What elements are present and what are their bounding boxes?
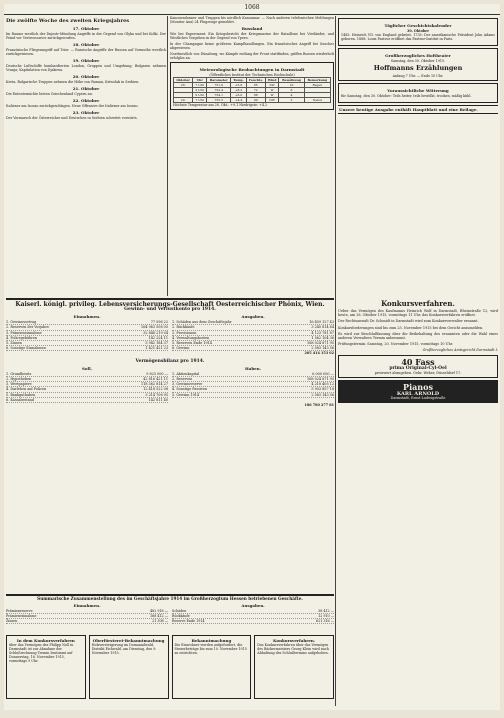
notice-text: Holzversteigerung im Domanialwald, Distrikt Eichwald, am Dienstag, den 9. November 1915. <box>91 643 157 655</box>
column-rule <box>167 16 168 296</box>
row-label: 2. Rückkäufe <box>172 325 195 330</box>
weather-header-cell: Oktober <box>174 78 193 83</box>
weather-title: Meteorologische Beobachtungen in Darmstadt <box>199 67 305 72</box>
row-amount: 142 811 40 <box>148 397 168 402</box>
weather-header-cell: Feuchte <box>246 78 265 83</box>
notices-column <box>338 298 498 698</box>
assets-list <box>6 364 168 403</box>
piano-ad-title: Pianos <box>403 382 433 393</box>
notice-title: Konkursverfahren. <box>273 638 316 643</box>
theater-times: Anfang 7 Uhr. — Ende 10 Uhr. <box>392 74 444 78</box>
notice-paragraph: Es wird zur Beschlußfassung über die Beibehaltung des ernannten oder die Wahl eines anderen Verwalters Termin anberaumt. <box>338 331 498 341</box>
news-intro: Kanonendonner und Truppen bis nördlich Kanonmar. — Nach anderen telefonischen Meldungen (Monitor Aux) 24 Flugzeuge gemeldet. <box>170 16 334 24</box>
weather-cell: 2 Uhr <box>193 88 207 93</box>
row-label: 1. Gewinnvortrag <box>6 320 37 325</box>
row-label: 1. Aktienkapital <box>172 371 200 376</box>
date-heading: 21. Oktober <box>72 86 100 91</box>
row-label: 5. Gewinn 1914 <box>172 392 200 397</box>
hessen-summary <box>6 594 334 708</box>
notice-paragraph: Der Rechtsanwalt Dr. Schmidt in Darmstadt wird zum Konkursverwalter ernannt. <box>338 319 479 324</box>
row-label: 3. Prämieneinnahme <box>6 330 42 335</box>
weather-table <box>173 77 331 103</box>
column-rule <box>335 16 336 706</box>
weather-cell: +8.2 <box>231 88 246 93</box>
row-label: 4. Verwaltungskosten <box>172 335 210 340</box>
history-calendar <box>338 18 498 46</box>
row-amount: 16 459 127 43 <box>309 320 334 325</box>
calendar-title: Täglicher Geschichtskalender <box>384 23 452 28</box>
weather-header-cell: Bewölkung <box>279 78 304 83</box>
row-amount: 1 562 104 36 <box>311 335 334 340</box>
income-title: Einnahmen. <box>73 314 101 320</box>
war-report: Französische Fliegerangriff auf Trier. — Russische Angriffe der Russen auf Vermuthe westlich zurückgewiesen. <box>6 48 166 56</box>
notice-box <box>254 635 334 699</box>
war-report: Im Raume westlich der Dnjestr-Mündung Angriffe in der Gegend von Olyka und bei Kolki. Der Feind vor Vertrossowice zurückgeworfen. <box>6 32 166 40</box>
weather-cell: 7 Uhr <box>193 83 207 88</box>
row-amount: 12 418 522 08 <box>143 387 168 392</box>
weather-cell: 2 <box>279 98 304 103</box>
row-amount: 118 362 814 27 <box>141 382 168 387</box>
row-label: 4. Policegebühren <box>6 335 38 340</box>
notice-box <box>6 635 86 699</box>
row-amount: 4 123 781 87 <box>311 330 334 335</box>
row-label: Reserve Ende 1914 <box>172 619 205 623</box>
weather-cell: 7 Uhr <box>193 98 207 103</box>
weather-cell: SW <box>265 83 279 88</box>
weather-cell: NW <box>265 98 279 103</box>
weather-cell: 751.9 <box>207 83 231 88</box>
row-amount: 21 308 — <box>152 619 168 623</box>
theater-box <box>338 48 498 81</box>
notice-box <box>172 635 252 699</box>
row-amount: 5 953 857 18 <box>311 387 334 392</box>
weather-cell: W <box>265 93 279 98</box>
row-amount: 6 000 000 — <box>312 371 334 376</box>
row-label: 2. Hypotheken <box>6 377 32 382</box>
weather-cell: 752.4 <box>207 88 231 93</box>
notice-paragraph: Prüfungstermin: Samstag, 20. November 1915, vormittags 10 Uhr. <box>338 342 453 347</box>
date-heading: 23. Oktober <box>72 110 100 115</box>
row-amount: 164 963 508 05 <box>141 325 168 330</box>
summary-expense <box>172 601 334 631</box>
row-amount: 168 024 871 95 <box>307 341 334 346</box>
news-column <box>170 16 334 296</box>
notice-paragraph: Ueber das Vermögen des Kaufmanns Heinrich Wolf in Darmstadt, Rheinstraße 12, wird heute, am 28. Oktober 1915, vormittags 11 Uhr, das Konkursverfahren eröffnet. <box>338 309 498 318</box>
summary-expense-row <box>172 619 334 624</box>
date-heading: 19. Oktober <box>72 58 100 63</box>
row-label: 1. Schäden aus dem Geschäftsjahr <box>172 320 232 325</box>
weather-cell: 755.3 <box>207 98 231 103</box>
row-label: 1. Grundbesitz <box>6 371 32 376</box>
notice-text: über das Vermögen des Philipp Noll in Darmstadt ist zur Abnahme der Schlußrechnung Termin bestimmt auf Donnerstag, 18. November 1915, vormittags 9 Uhr. <box>9 643 74 663</box>
page-number: 1068 <box>244 4 260 11</box>
row-amount: 1 421 421 23 <box>145 346 168 351</box>
notice-title: Bekanntmachung <box>191 638 232 643</box>
piano-ad-name: KARL ARNOLD <box>396 391 440 398</box>
summary-income-title: Einnahmen. <box>73 603 101 608</box>
row-amount: 2 583 143 56 <box>311 392 334 397</box>
notice-title: Oberförsterei-Bekanntmachung <box>92 638 165 643</box>
war-report: Italiener am Isonzo zurückgeschlagen. Neue Offensive der Italiener am Isonzo. <box>6 104 139 108</box>
row-amount: 12 910 — <box>318 614 334 618</box>
row-label: 4. Sonstige Passiven <box>172 387 208 392</box>
row-label: Rückkäufe <box>172 614 190 618</box>
phoenix-total: 205 414 153 02 <box>304 351 334 356</box>
theater-title: Großherzogliches Hoftheater <box>385 53 451 58</box>
row-amount: 38 412 — <box>318 609 334 613</box>
date-heading: 22. Oktober <box>72 98 100 103</box>
news-paragraph: Wie bei Experiment: Ein Kriegsbericht der Kriegsmarine der Bataillone bei Vierländer, und Westliches Vorgehen in der Gegend von Ypern. <box>170 32 334 40</box>
expense-title: Ausgaben. <box>241 314 265 320</box>
weather-cell: 88 <box>246 93 265 98</box>
row-label: 6. Kassabestand <box>6 397 35 402</box>
row-label: 2. Reserven der Vorjahre <box>6 325 49 330</box>
row-amount: 42 816 421 11 <box>143 377 168 382</box>
war-report: Kreta. Bulgarische Truppen nehmen die Höhe von Ruman, Kriwolak in Serbien. <box>6 80 140 84</box>
notice-paragraph: Konkursforderungen sind bis zum 25. November 1915 bei dem Gericht anzumelden. <box>338 325 484 330</box>
war-report: Der Vormarsch der Österreicher und Deutschen in Serbien schreitet vorwärts. <box>6 116 138 120</box>
row-label: 3. Gewinnreserve <box>172 382 203 387</box>
weather-header-cell: Bemerkung <box>304 78 330 83</box>
phoenix-title: Kaiserl. königl. privileg. Lebensversicherungs-Gesellschaft Oesterreichischer Phönix, Wien. <box>15 301 325 308</box>
summary-expense-title: Ausgaben. <box>241 603 265 608</box>
expense-list <box>172 312 334 351</box>
income-row <box>6 346 168 351</box>
liabilities-list <box>172 364 334 403</box>
row-amount: 168 024 871 95 <box>307 377 334 382</box>
weather-cell: 72 <box>246 88 265 93</box>
notice-text: Das Konkursverfahren über das Vermögen des Bäckermeisters Georg Klein wird nach Abhaltung des Schlußtermins aufgehoben. <box>257 643 329 655</box>
date-heading: 18. Oktober <box>72 42 100 47</box>
row-label: 6. Sonstige Einnahmen <box>6 346 46 351</box>
weather-cell: Regen <box>304 83 330 88</box>
phoenix-subtitle: Gewinn- und Verlustkonto pro 1914. <box>124 307 216 312</box>
row-amount: 32 848 219 04 <box>143 330 168 335</box>
notice-text: Die Einwohner werden aufgefordert, die Steuerbeträge bis zum 10. November 1915 zu entrichten. <box>174 643 247 655</box>
row-label: Prämieneinnahme <box>6 614 37 618</box>
phoenix-statement <box>6 298 334 590</box>
weather-forecast <box>338 83 498 103</box>
row-label: Zinsen <box>6 619 18 623</box>
weather-cell: 9 Uhr <box>193 93 207 98</box>
summary-income <box>6 601 168 631</box>
income-list <box>6 312 168 351</box>
weather-header-cell: Uhr <box>193 78 207 83</box>
date-heading: 17. Oktober <box>72 26 100 31</box>
piano-advert <box>338 380 498 403</box>
row-label: 5. Reserven Ende 1914 <box>172 341 212 346</box>
theater-date: Samstag, den 30. Oktober 1915. <box>390 59 446 63</box>
weather-cell: 10 <box>279 83 304 88</box>
page-header <box>4 4 500 15</box>
assets-title: Soll. <box>82 365 92 371</box>
row-label: 2. Reserven <box>172 377 193 382</box>
weather-header-cell: Barometer <box>207 78 231 83</box>
forecast-title: Voraussichtliche Witterung <box>387 88 449 93</box>
news-paragraph: In der Champagne keine größeren Kampfhandlungen. Ein französischer Angriff bei Souchez abgewiesen. <box>170 42 334 50</box>
row-amount: 2 583 143 56 <box>311 346 334 351</box>
war-week-title: Die zwölfte Woche des zweiten Kriegsjahres <box>6 18 130 24</box>
edition-note: Unsere heutige Ausgabe enthält Hauptblatt und eine Beilage. <box>338 105 498 114</box>
info-column <box>338 16 498 296</box>
row-amount: 168 412 — <box>150 614 168 618</box>
weather-cell: 8 <box>279 88 304 93</box>
theater-play: Hoffmanns Erzählungen <box>373 64 463 72</box>
row-label: 5. Bankguthaben <box>6 392 36 397</box>
row-amount: 77 596 22 <box>150 320 168 325</box>
forecast-text: für Samstag, den 30. Oktober: Teils heiter, teils bewölkt, trocken, mäßig kühl. <box>341 94 472 98</box>
row-amount: 142 224 11 <box>148 335 168 340</box>
notice-box <box>89 635 169 699</box>
piano-ad-address: Darmstadt, Ernst-Ludwigstraße <box>390 396 446 401</box>
row-label: 5. Zinsen <box>6 341 22 346</box>
weather-cell: 4 <box>279 93 304 98</box>
oil-advert <box>338 355 498 378</box>
calendar-text: 1485: Heinrich VII. von England gekrönt. 1735: Der amerikanische Präsident John Adams geboren. 1888: Louis Pasteur eröffnet das Pasteur-Institut in Paris. <box>341 33 495 41</box>
row-label: 3. Wertpapiere <box>6 382 32 387</box>
news-heading: Russland <box>241 26 263 31</box>
calendar-date: 30. Oktober <box>407 29 429 33</box>
weather-row <box>174 98 331 103</box>
summary-income-row <box>6 619 168 624</box>
weather-cell: 85 <box>246 83 265 88</box>
weather-cell: +6.0 <box>231 93 246 98</box>
row-amount: 9 825 000 — <box>146 371 168 376</box>
notice-title: In dem Konkursverfahren <box>16 638 75 643</box>
summary-title: Summarische Zusammenstellung des im Geschäftsjahre 1914 im Großherzogtum Hessen betriebenen Geschäfte. <box>37 596 303 601</box>
weather-cell: Nebel <box>304 98 330 103</box>
notice-signature: Großherzogliches Amtsgericht Darmstadt I. <box>422 348 498 353</box>
date-heading: 20. Oktober <box>72 74 100 79</box>
row-label: 6. Gewinn <box>172 346 190 351</box>
row-amount: 5 942 184 37 <box>145 341 168 346</box>
news-paragraph: Nordwestlich von Dünaburg, wo Kämpfe entlang der Front stattfinden, griffen Russen wiederholt erfolglos an. <box>170 52 334 60</box>
row-label: 4. Darlehen auf Policen <box>6 387 47 392</box>
weather-cell: 90 <box>246 98 265 103</box>
newspaper-page <box>4 4 500 710</box>
oil-ad-text: preiswert abzugeben. Gebr. Weber, Düsseldorf 17. <box>374 370 462 375</box>
weather-subtitle: (Öffentliches Institut der Technischen Hochschule) <box>209 73 295 77</box>
row-label: Prämienreserve <box>6 609 33 613</box>
weather-cell: +4.4 <box>231 98 246 103</box>
bankruptcy-title: Konkursverfahren. <box>381 299 455 308</box>
weather-cell: 28. <box>174 83 193 88</box>
war-week-column <box>6 16 166 296</box>
oil-ad-subtitle: prima Original-Cyl-Oel <box>389 365 447 371</box>
weather-cell: +5.8 <box>231 83 246 88</box>
weather-cell: 754.1 <box>207 93 231 98</box>
row-amount: 621 316 — <box>316 619 334 623</box>
war-report: Deutsche Luftschiffe bombardierten London, Gruppen und Umgebung; Bulgaren nehmen Vranja; Kapitulation von Djakowa. <box>6 64 166 72</box>
row-amount: 4 218 405 12 <box>311 382 334 387</box>
row-label: 3. Provisionen <box>172 330 197 335</box>
war-report: Die Ententemächte bieten Griechenland Cypern an. <box>6 92 93 96</box>
weather-footer: Höchste Temperatur am 28. Okt.: +9.1 Niedrigste: +4.2 <box>173 103 268 107</box>
balance-title: Vermögensbilanz pro 1914. <box>135 358 205 364</box>
row-amount: 3 240 814 64 <box>311 325 334 330</box>
liabilities-title: Haben. <box>244 365 261 371</box>
row-amount: 482 918 — <box>150 609 168 613</box>
weather-header-cell: Temp. <box>231 78 246 83</box>
row-amount: 3 214 708 95 <box>145 392 168 397</box>
weather-cell: W <box>265 88 279 93</box>
oil-ad-title: 40 Fass <box>401 356 435 367</box>
balance-total: 186 780 277 81 <box>304 403 334 408</box>
weather-observations <box>170 62 334 110</box>
liability-row <box>172 393 334 398</box>
weather-cell: 29. <box>174 98 193 103</box>
row-label: Schäden <box>172 609 187 613</box>
weather-header-cell: Wind <box>265 78 279 83</box>
asset-row <box>6 398 168 403</box>
